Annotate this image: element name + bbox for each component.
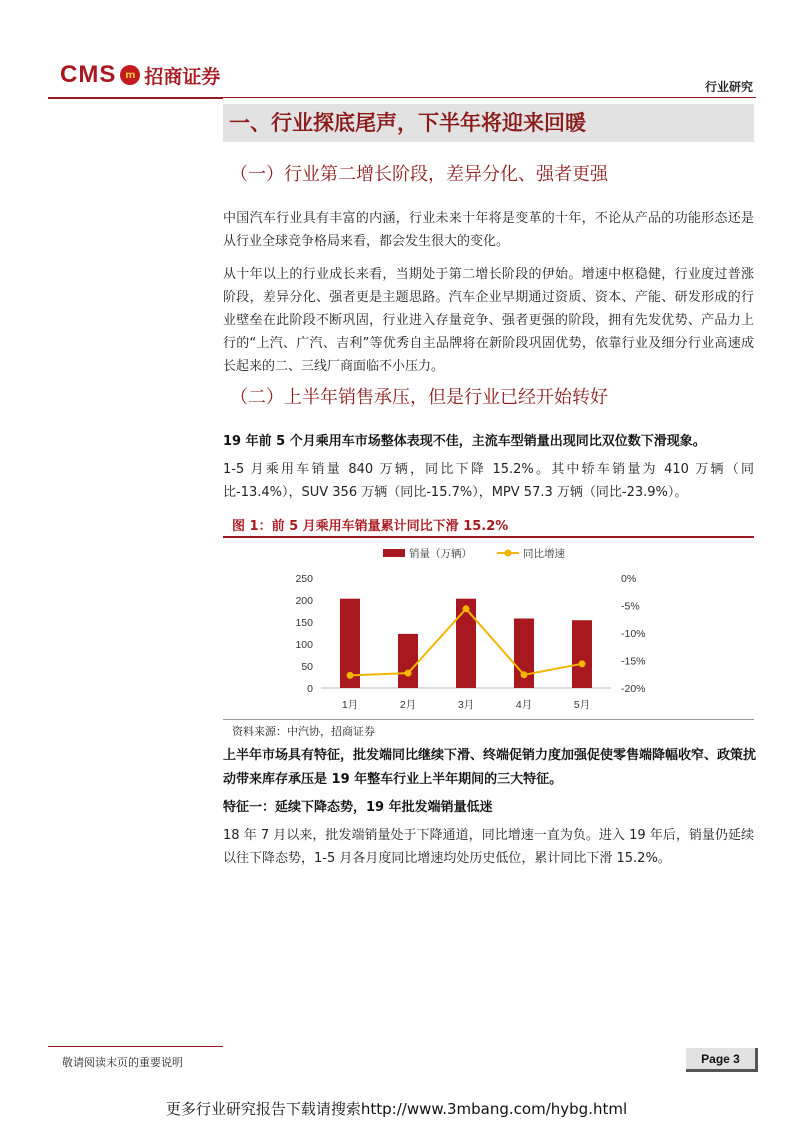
growth-point-4 xyxy=(521,671,528,678)
legend-line-marker xyxy=(505,550,512,557)
chart-legend xyxy=(383,547,565,560)
company-logo xyxy=(60,58,220,92)
y-right-tick-label: -20% xyxy=(621,683,646,695)
feature-paragraph: 18 年 7 月以来，批发端销量处于下降通道，同比增速一直为负。进入 19 年后，销量仍延续以往下降态势，1-5 月各月度同比增速均处历史低位，累计同比下滑 15.2%。 xyxy=(223,828,754,866)
bar-2 xyxy=(398,634,418,688)
y-right-tick-label: -5% xyxy=(621,600,640,613)
logo-badge-icon: m xyxy=(120,65,140,85)
x-tick-label: 2月 xyxy=(399,699,417,711)
subsection-1-body xyxy=(223,207,754,378)
page-number: Page 3 xyxy=(686,1048,758,1072)
y-right-tick-label: -15% xyxy=(621,655,646,668)
figure-title: 图 1：前 5 月乘用车销量累计同比下滑 15.2% xyxy=(232,519,509,534)
y-right-tick-label: -10% xyxy=(621,628,646,640)
bold-summary-2: 上半年市场具有特征，批发端同比继续下滑、终端促销力度加强促使零售端降幅收窄、政策扰动带来库存承压是 19 年整车行业上半年期间的三大特征。 xyxy=(223,748,757,787)
y-left-tick-label: 150 xyxy=(295,617,313,629)
y-left-tick-label: 0 xyxy=(307,683,313,695)
x-axis-labels xyxy=(342,699,590,711)
subsection-title-1: （一）行业第二增长阶段，差异分化、强者更强 xyxy=(230,164,608,185)
x-tick-label: 5月 xyxy=(573,699,591,711)
growth-point-1 xyxy=(347,672,354,679)
y-axis-left xyxy=(295,573,313,695)
download-link-text[interactable]: 更多行业研究报告下载请搜索http://www.3mbang.com/hybg.html xyxy=(165,1100,628,1118)
subsection-title-2: （二）上半年销售承压，但是行业已经开始转好 xyxy=(230,387,608,408)
paragraph-1: 中国汽车行业具有丰富的内涵，行业未来十年将是变革的十年，不论从产品的功能形态还是从行业全球竞争格局来看，都会发生很大的变化。 xyxy=(223,211,754,249)
bold-summary-1: 19 年前 5 个月乘用车市场整体表现不佳，主流车型销量出现同比双位数下滑现象。 xyxy=(223,434,706,449)
legend-bar-swatch xyxy=(383,549,405,557)
x-tick-label: 1月 xyxy=(341,699,359,711)
logo-cn-text: 招商证券 xyxy=(144,65,221,88)
sales-chart xyxy=(223,540,754,718)
y-left-tick-label: 100 xyxy=(295,639,313,651)
legend-bar-label: 销量（万辆） xyxy=(409,548,472,560)
footer-rule xyxy=(48,1046,223,1047)
figure-top-rule xyxy=(223,536,754,538)
header-rule-left xyxy=(48,97,223,99)
growth-point-2 xyxy=(405,670,412,677)
report-category: 行业研究 xyxy=(704,80,753,94)
paragraph-2: 从十年以上的行业成长来看，当期处于第二增长阶段的伊始。增速中枢稳健，行业度过普涨阶段，差异分化、强者更是主题思路。汽车企业早期通过资质、资本、产能、研发形成的行业壁垒在此阶段不断巩固，行业进入存量竞争、强者更强的阶段，拥有先发优势、产品力上行的“上汽、广汽、吉利”等优秀自主品牌将在新阶段巩固优势，依靠行业及细分行业高速成长起来的二、三线厂商面临不小压力。 xyxy=(223,267,754,374)
figure-source: 资料来源：中汽协，招商证券 xyxy=(232,725,375,738)
growth-point-3 xyxy=(463,605,470,612)
y-left-tick-label: 200 xyxy=(295,595,313,607)
y-right-tick-label: 0% xyxy=(621,573,637,585)
footer-note: 敬请阅读末页的重要说明 xyxy=(62,1056,183,1069)
y-axis-right xyxy=(621,573,646,695)
figure-bottom-rule xyxy=(223,719,754,720)
sales-paragraph: 1-5 月乘用车销量 840 万辆，同比下降 15.2%。其中轿车销量为 410 万辆（同比-13.4%），SUV 356 万辆（同比-15.7%），MPV 57.3 万辆（同比-23.9%）。 xyxy=(223,462,754,500)
bar-5 xyxy=(572,620,592,688)
section-title: 一、行业探底尾声，下半年将迎来回暖 xyxy=(223,104,754,142)
legend-line-label: 同比增速 xyxy=(523,548,565,560)
feature-title: 特征一：延续下降态势，19 年批发端销量低迷 xyxy=(223,800,493,815)
growth-point-5 xyxy=(579,660,586,667)
y-left-tick-label: 50 xyxy=(301,661,313,673)
x-tick-label: 4月 xyxy=(515,699,533,711)
logo-cms-text: CMS xyxy=(60,61,117,88)
y-left-tick-label: 250 xyxy=(295,573,313,585)
x-tick-label: 3月 xyxy=(457,699,475,711)
header-rule-right xyxy=(223,97,756,98)
